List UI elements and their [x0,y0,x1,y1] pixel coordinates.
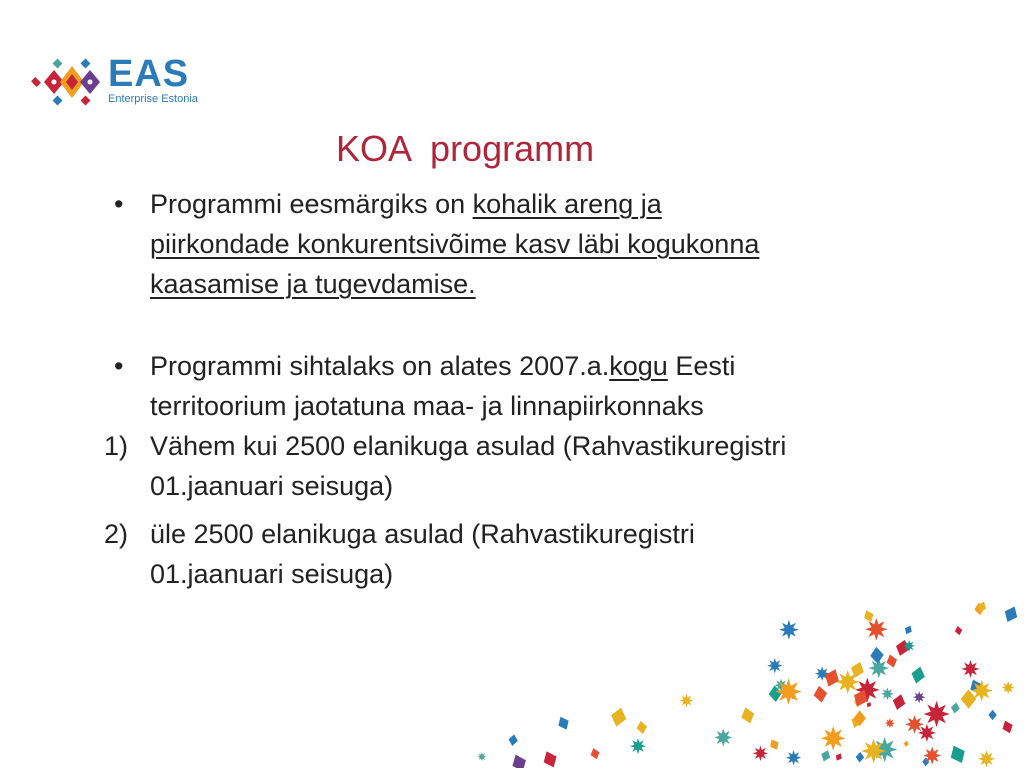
confetti-shape [848,660,866,680]
number-marker: 2) [104,519,129,549]
confetti-shape [821,726,846,751]
confetti-shape [865,701,872,709]
confetti-shape [885,653,899,669]
bullet-text-rest: Eesti territoorium jaotatuna maa- ja linnapiirkonnaks [150,351,736,421]
confetti-shape [636,720,649,735]
confetti-shape [630,738,646,754]
bullet-text: Programmi sihtalaks on alates 2007.a. [150,351,610,381]
confetti-shape [967,677,985,697]
confetti-shape [962,660,980,678]
confetti-shape [853,710,866,726]
eas-logo [30,52,210,112]
logo-title: EAS [108,53,190,95]
confetti-shape [1000,719,1015,736]
confetti-shape [891,693,908,712]
confetti-shape [975,600,988,614]
confetti-shape [714,728,732,746]
confetti-shape [477,752,486,761]
confetti-shape [753,746,768,761]
confetti-shape [853,696,863,708]
confetti-shape [739,706,757,726]
confetti-shape [923,746,941,764]
confetti-shape [861,739,886,764]
confetti-shape [1001,604,1021,625]
bullet-text: Programmi eesmärgiks on [150,189,473,219]
numbered-text: Vähem kui 2500 elanikuga asulad (Rahvastikuregistri 01.jaanuari seisuga) [150,431,787,501]
confetti-shape [965,664,971,672]
confetti-shape [869,646,884,664]
confetti-shape [812,685,828,704]
confetti-shape [555,714,571,732]
confetti-shape [855,677,880,702]
confetti-shape [974,602,985,616]
confetti-shape [767,737,781,752]
bullet-item-target-area [104,346,804,426]
confetti-shape [789,692,795,700]
confetti-shape [850,687,871,710]
numbered-item-2 [104,514,804,594]
confetti-shape [1002,681,1015,694]
confetti-shape [903,740,909,747]
slide-body [104,184,804,594]
folk-ornament-icon [30,56,104,108]
confetti-shape [950,702,961,714]
confetti-shape [855,752,864,763]
confetti-shape [775,678,801,704]
confetti-shape [779,620,799,640]
numbered-item-1 [104,426,804,506]
confetti-shape [954,625,963,636]
confetti-shape [909,665,927,685]
logo-subtitle: Enterprise Estonia [108,93,198,105]
number-marker: 1) [104,431,129,461]
underlined-text: kohalik areng ja piirkondade konkurentsivõime kasv läbi kogukonna kaasamise ja tugevdamise. [150,189,760,299]
confetti-shape [540,748,560,768]
confetti-shape [903,640,915,652]
numbered-text: üle 2500 elanikuga asulad (Rahvastikuregistri 01.jaanuari seisuga) [150,519,695,589]
confetti-shape [849,713,864,729]
confetti-shape [869,658,889,678]
confetti-shape [609,706,629,729]
confetti-shape [774,679,787,692]
confetti-shape [786,750,801,765]
confetti-shape [680,694,694,708]
confetti-shape [589,747,601,761]
slide-title: KOA programm [336,128,595,169]
bullet-marker: • [114,189,124,219]
confetti-shape [768,685,782,702]
confetti-shape [894,638,912,658]
confetti-shape [913,691,925,703]
confetti-shape [509,752,530,768]
confetti-shape [836,670,860,694]
bullet-marker: • [114,351,124,381]
confetti-shape [978,750,995,767]
underlined-text: kogu [609,351,668,381]
confetti-shape [885,718,895,728]
confetti-shape [923,701,949,727]
confetti-shape [822,667,843,690]
confetti-shape [947,742,969,766]
confetti-shape [971,680,993,702]
confetti-shape [865,618,887,640]
confetti-shape [508,734,519,747]
confetti-shape [815,666,830,681]
confetti-shape [862,608,876,624]
confetti-shape [819,748,832,763]
confetti-shape [903,624,914,636]
confetti-shape [922,757,930,766]
confetti-shape [988,710,997,721]
bullet-item-goal [104,184,804,304]
confetti-shape [961,689,977,709]
confetti-shape [881,687,894,700]
confetti-shape [918,724,936,742]
confetti-shape [834,752,844,763]
confetti-shape [872,737,897,762]
confetti-shape [767,658,782,673]
confetti-shape [905,715,924,734]
